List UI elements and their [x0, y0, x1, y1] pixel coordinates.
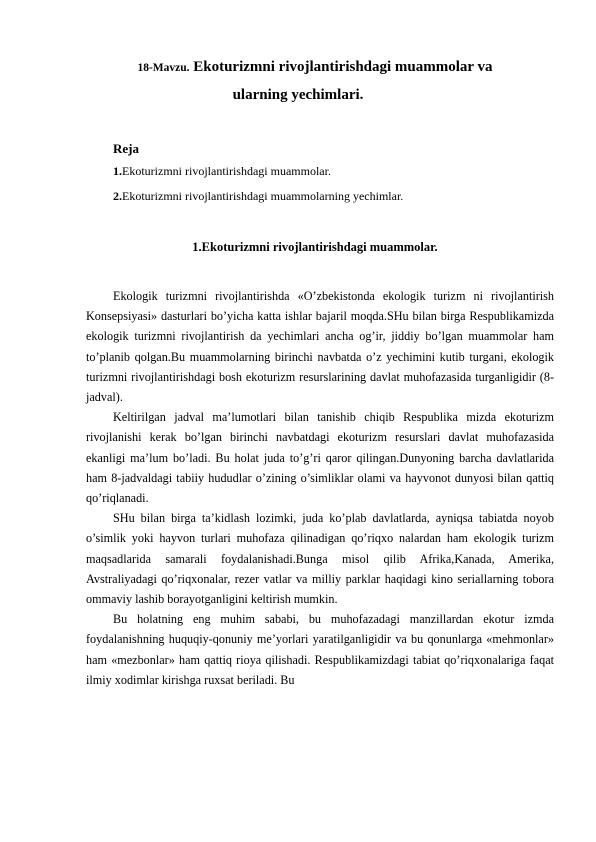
plan-item — [113, 163, 331, 179]
plan-item-number: 1. — [113, 164, 122, 178]
plan-item — [113, 188, 403, 204]
topic-number: 18-Mavzu. — [137, 62, 190, 74]
paragraph: Keltirilgan jadval ma’lumotlari bilan tanishib chiqib Respublika mizda ekoturizm rivojlanishi kerak bo’lgan birinchi navbatdagi ekoturizm resurslari davlat muhofazasida ekanligi ma’lum bo’ladi. Bu holat juda to’g’ri qaror qilingan.Dunyoning barcha davlatlarida ham 8-jadvaldagi tabiiy hududlar o’zining o’simliklar olami va hayvonot dunyosi bilan qattiq qo’riqlanadi. — [86, 410, 554, 506]
title-text-line1: Ekoturizmni rivojlantirishdagi muammolar va — [193, 59, 493, 75]
paragraph: Bu holatning eng muhim sababi, bu muhofazadagi manzillardan ekotur izmda foydalanishning huquqiy-qonuniy me’yorlari yaratilganligidir va bu qonunlarga «mehmonlar» ham «mezbonlar» ham qattiq rioya qilishadi. Respublikamizdagi tabiat qo’riqxonalariga faqat ilmiy xodimlar kirishga ruxsat beriladi. Bu — [86, 612, 554, 687]
plan-item-text: Ekoturizmni rivojlantirishdagi muammolar. — [122, 164, 331, 178]
paragraph: SHu bilan birga ta’kidlash lozimki, juda ko’plab davlatlarda, ayniqsa tabiatda noyob o’simlik yoki hayvon turlari muhofaza qilinadigan qo’riqxo nalardan ham ekologik turizm maqsadlarida samarali foydalanishadi.Bunga misol qilib Afrika,Kanada, Amerika, Avstraliyadagi qo’riqxonalar, rezer vatlar va milliy parklar haqidagi kino seriallarning tobora ommaviy lashib borayotganligini keltirish mumkin. — [86, 511, 554, 607]
plan-heading: Reja — [113, 141, 139, 156]
section-heading: 1.Ekoturizmni rivojlantirishdagi muammolar. — [192, 240, 438, 254]
paragraph: Ekologik turizmni rivojlantirishda «O’zbekistonda ekologik turizm ni rivojlantirish Konsepsiyasi» dasturlari bo’yicha katta ishlar bajaril moqda.SHu bilan birga Respublikamizda ekologik turizmni rivojlantirish da yechimlari ancha og’ir, jiddiy bo’lgan muammolar ham to’planib qolgan.Bu muammolarning birinchi navbatda o’z yechimini kutib turgani, ekologik turizmni rivojlantirishdagi bosh ekoturizm resurslarining davlat muhofazasida turganligidir (8-jadval). — [86, 289, 554, 405]
plan-item-text: Ekoturizmni rivojlantirishdagi muammolarning yechimlar. — [122, 189, 404, 203]
title-text-line2: ularning yechimlari. — [232, 87, 364, 103]
plan-item-number: 2. — [113, 189, 122, 203]
body-text — [86, 286, 554, 690]
document-title — [0, 56, 596, 79]
